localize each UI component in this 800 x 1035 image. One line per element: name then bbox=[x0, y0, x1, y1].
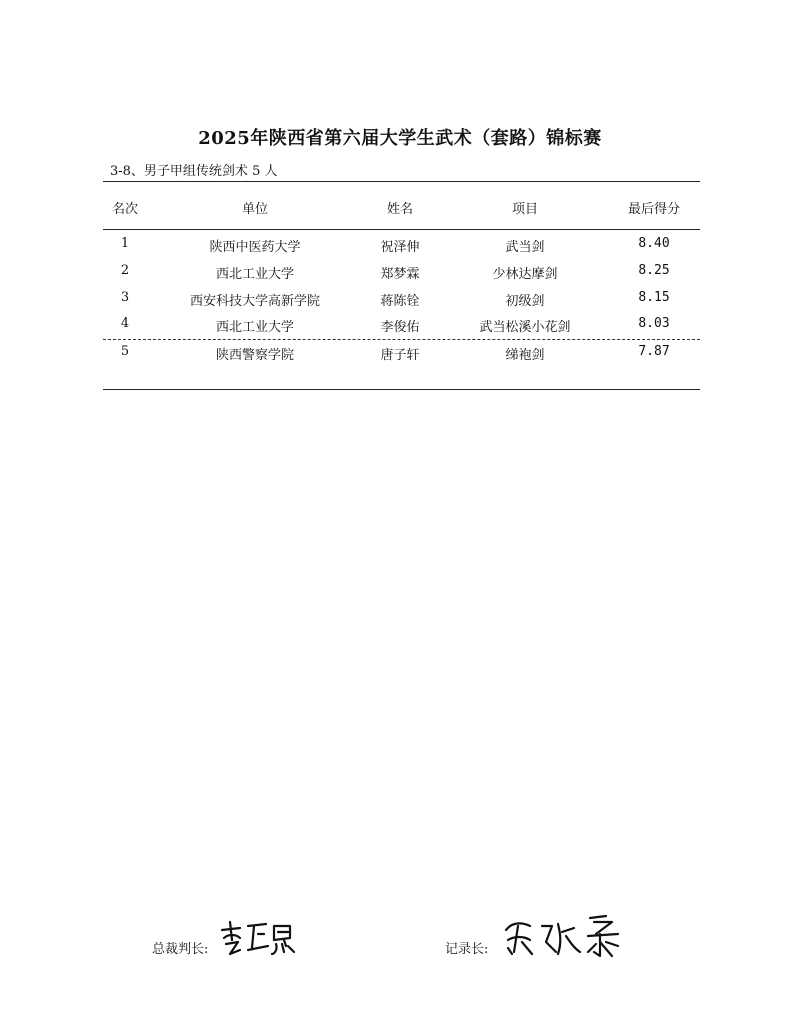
cell-rank: 3 bbox=[120, 290, 130, 305]
cell-score: 8.15 bbox=[638, 290, 670, 305]
cell-score: 7.87 bbox=[638, 344, 670, 359]
header-event: 项目 bbox=[511, 202, 538, 217]
cell-event: 绨袍剑 bbox=[505, 348, 545, 363]
cell-event: 少林达摩剑 bbox=[492, 267, 558, 282]
cell-score: 8.25 bbox=[638, 263, 670, 278]
cell-name: 蒋陈铨 bbox=[380, 294, 420, 309]
header-rank: 名次 bbox=[111, 202, 138, 217]
chief-judge-signature bbox=[218, 918, 300, 958]
recorder-signature bbox=[500, 912, 632, 962]
cell-score: 8.03 bbox=[638, 316, 670, 331]
cell-unit: 西北工业大学 bbox=[215, 267, 294, 282]
cell-score: 8.40 bbox=[638, 236, 670, 251]
recorder-label: 记录长: bbox=[445, 942, 489, 957]
table-top-rule bbox=[103, 181, 700, 182]
cell-event: 武当剑 bbox=[505, 240, 545, 255]
header-score: 最后得分 bbox=[627, 202, 680, 217]
table-bottom-rule bbox=[103, 389, 700, 390]
qualification-divider bbox=[103, 339, 700, 340]
cell-rank: 4 bbox=[120, 316, 130, 331]
cell-unit: 陕西警察学院 bbox=[215, 348, 294, 363]
cell-name: 郑梦霖 bbox=[380, 267, 420, 282]
cell-event: 初级剑 bbox=[505, 294, 545, 309]
header-name: 姓名 bbox=[386, 202, 413, 217]
cell-rank: 2 bbox=[120, 263, 130, 278]
chief-judge-label: 总裁判长: bbox=[152, 942, 209, 957]
cell-unit: 西安科技大学高新学院 bbox=[189, 294, 320, 309]
header-bottom-rule bbox=[103, 229, 700, 230]
page-title: 2025年陕西省第六届大学生武术（套路）锦标赛 bbox=[198, 128, 602, 149]
cell-name: 唐子轩 bbox=[380, 348, 420, 363]
cell-name: 李俊佑 bbox=[380, 320, 420, 335]
cell-event: 武当松溪小花剑 bbox=[479, 320, 571, 335]
cell-name: 祝泽伸 bbox=[380, 240, 420, 255]
event-subtitle: 3-8、男子甲组传统剑术 5 人 bbox=[110, 164, 278, 179]
header-unit: 单位 bbox=[241, 202, 268, 217]
cell-rank: 1 bbox=[120, 236, 130, 251]
cell-rank: 5 bbox=[120, 344, 130, 359]
cell-unit: 陕西中医药大学 bbox=[209, 240, 301, 255]
cell-unit: 西北工业大学 bbox=[215, 320, 294, 335]
